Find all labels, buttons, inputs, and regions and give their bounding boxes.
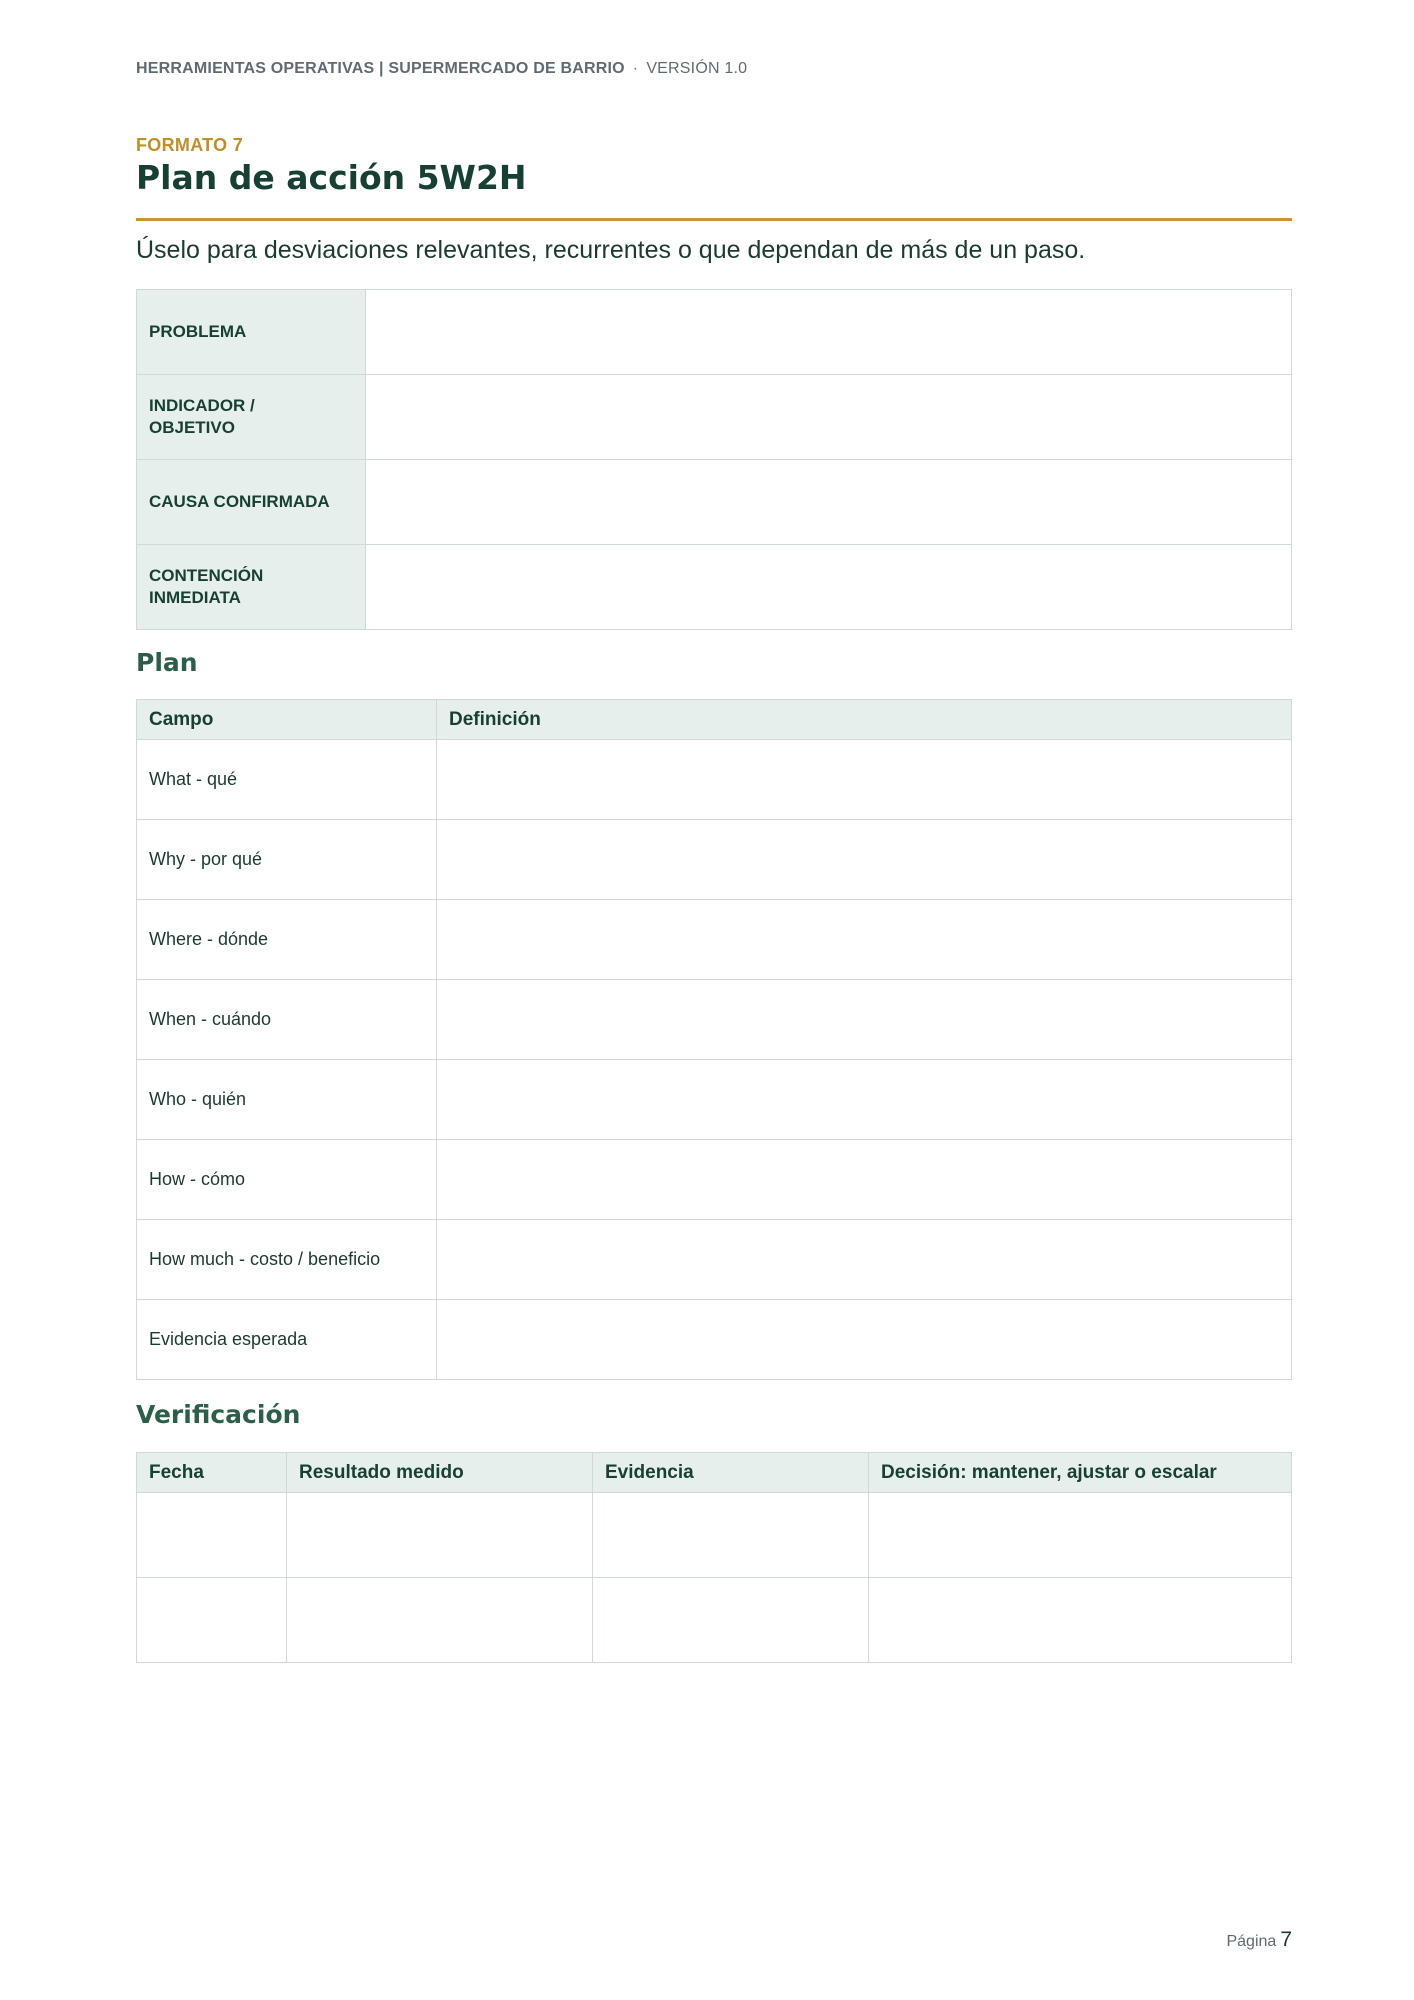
plan-table [136,699,1292,1380]
info-label: PROBLEMA [137,290,366,375]
campo-cell: How - cómo [137,1140,437,1220]
verificacion-header-row [137,1453,1292,1493]
page-footer [1226,1928,1292,1952]
table-row [137,900,1292,980]
info-row-causa [137,460,1292,545]
column-header-evidencia: Evidencia [593,1453,869,1493]
column-header-fecha: Fecha [137,1453,287,1493]
definicion-field[interactable] [437,1140,1292,1220]
info-value-field[interactable] [366,375,1292,460]
info-label: INDICADOR / OBJETIVO [137,375,366,460]
column-header-decision: Decisión: mantener, ajustar o escalar [869,1453,1292,1493]
campo-cell: How much - costo / beneficio [137,1220,437,1300]
problem-info-table [136,289,1292,630]
campo-cell: When - cuándo [137,980,437,1060]
table-row [137,1493,1292,1578]
header-separator: · [632,60,639,77]
verificacion-section-title: Verificación [136,1400,301,1429]
campo-cell: Why - por qué [137,820,437,900]
definicion-field[interactable] [437,820,1292,900]
definicion-field[interactable] [437,740,1292,820]
table-row [137,740,1292,820]
fecha-field[interactable] [137,1578,287,1663]
column-header-definicion: Definición [437,700,1292,740]
table-row [137,1060,1292,1140]
info-value-field[interactable] [366,545,1292,630]
verificacion-table [136,1452,1292,1663]
intro-text: Úselo para desviaciones relevantes, recurrentes o que dependan de más de un paso. [136,236,1086,264]
header-organization: HERRAMIENTAS OPERATIVAS | SUPERMERCADO DE BARRIO [136,60,625,77]
evidencia-field[interactable] [593,1493,869,1578]
table-row [137,1300,1292,1380]
format-label: FORMATO 7 [136,135,244,155]
document-header [136,60,747,78]
resultado-field[interactable] [287,1578,593,1663]
page-number: 7 [1280,1928,1292,1951]
table-row [137,820,1292,900]
definicion-field[interactable] [437,980,1292,1060]
definicion-field[interactable] [437,1060,1292,1140]
table-row [137,1220,1292,1300]
column-header-resultado: Resultado medido [287,1453,593,1493]
definicion-field[interactable] [437,1220,1292,1300]
table-row [137,980,1292,1060]
definicion-field[interactable] [437,900,1292,980]
definicion-field[interactable] [437,1300,1292,1380]
info-row-indicador [137,375,1292,460]
decision-field[interactable] [869,1493,1292,1578]
campo-cell: Who - quién [137,1060,437,1140]
info-value-field[interactable] [366,290,1292,375]
evidencia-field[interactable] [593,1578,869,1663]
info-row-contencion [137,545,1292,630]
info-label: CONTENCIÓN INMEDIATA [137,545,366,630]
info-value-field[interactable] [366,460,1292,545]
campo-cell: Where - dónde [137,900,437,980]
header-version: VERSIÓN 1.0 [646,60,748,77]
page-label: Página [1226,1933,1277,1950]
plan-header-row [137,700,1292,740]
column-header-campo: Campo [137,700,437,740]
campo-cell: Evidencia esperada [137,1300,437,1380]
info-label: CAUSA CONFIRMADA [137,460,366,545]
campo-cell: What - qué [137,740,437,820]
resultado-field[interactable] [287,1493,593,1578]
decision-field[interactable] [869,1578,1292,1663]
page-title: Plan de acción 5W2H [136,158,527,197]
title-divider [136,218,1292,221]
fecha-field[interactable] [137,1493,287,1578]
table-row [137,1140,1292,1220]
table-row [137,1578,1292,1663]
plan-section-title: Plan [136,648,198,677]
info-row-problema [137,290,1292,375]
